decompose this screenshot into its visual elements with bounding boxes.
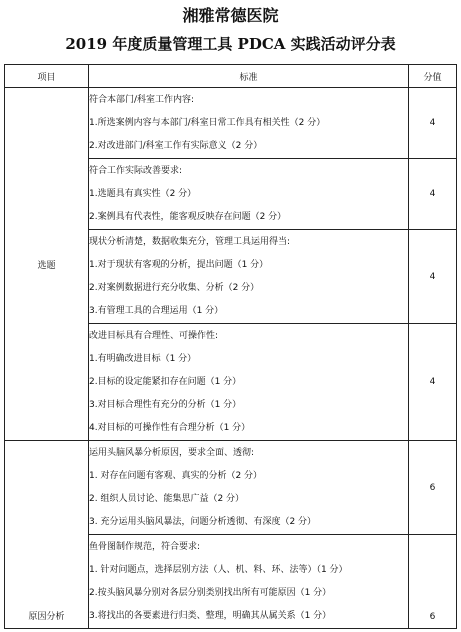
criteria-line: 1. 针对问题点，选择层别方法（人、机、料、环、法等）（1 分） [89, 565, 348, 575]
column-header-criteria: 标准 [89, 65, 409, 88]
criteria-line: 1.有明确改进目标（1 分） [89, 354, 197, 364]
table-header-row [5, 65, 457, 88]
criteria-cell [89, 441, 409, 535]
criteria-heading: 运用头脑风暴分析原因，要求全面、透彻: [89, 448, 255, 458]
criteria-heading: 改进目标具有合理性、可操作性: [89, 331, 219, 341]
score-table [4, 64, 457, 629]
criteria-line: 3.对目标合理性有充分的分析（1 分） [89, 400, 242, 410]
score-cell: 4 [409, 88, 457, 159]
criteria-line: 1.对于现状有客观的分析，提出问题（1 分） [89, 260, 269, 270]
criteria-cell [89, 88, 409, 159]
criteria-cell [89, 230, 409, 324]
criteria-line: 2. 组织人员讨论、能集思广益（2 分） [89, 494, 245, 504]
criteria-line: 1.所选案例内容与本部门/科室日常工作具有相关性（2 分） [89, 118, 326, 128]
criteria-line: 2.目标的设定能紧扣存在问题（1 分） [89, 377, 242, 387]
document-title: 2019 年度质量管理工具 PDCA 实践活动评分表 [65, 35, 396, 53]
hospital-name: 湘雅常德医院 [182, 6, 279, 25]
score-cell: 4 [409, 159, 457, 230]
criteria-line: 3.将找出的各要素进行归类、整理，明确其从属关系（1 分） [89, 611, 332, 621]
score-cell: 4 [409, 230, 457, 324]
score-cell: 4 [409, 324, 457, 441]
column-header-item: 项目 [5, 65, 89, 88]
criteria-heading: 现状分析清楚，数据收集充分，管理工具运用得当: [89, 237, 291, 247]
table-row [5, 88, 457, 159]
criteria-cell [89, 159, 409, 230]
criteria-line: 3.有管理工具的合理运用（1 分） [89, 306, 224, 316]
criteria-heading: 符合本部门/科室工作内容: [89, 95, 195, 105]
item-cell: 原因分析 [5, 441, 89, 629]
criteria-cell [89, 324, 409, 441]
criteria-line: 1. 对存在问题有客观、真实的分析（2 分） [89, 471, 263, 481]
column-header-score: 分值 [409, 65, 457, 88]
score-cell: 6 [409, 441, 457, 535]
criteria-heading: 鱼骨图制作规范，符合要求: [89, 542, 201, 552]
table-row [5, 441, 457, 535]
criteria-line: 1.选题具有真实性（2 分） [89, 189, 197, 199]
criteria-line: 2.按头脑风暴分别对各层分别类别找出所有可能原因（1 分） [89, 588, 332, 598]
item-cell: 选题 [5, 88, 89, 441]
criteria-line: 4.对目标的可操作性有合理分析（1 分） [89, 423, 251, 433]
criteria-line: 3. 充分运用头脑风暴法，问题分析透彻、有深度（2 分） [89, 517, 317, 527]
criteria-line: 2.对案例数据进行充分收集、分析（2 分） [89, 283, 260, 293]
criteria-line: 2.对改进部门/科室工作有实际意义（2 分） [89, 141, 263, 151]
score-cell: 6 [409, 535, 457, 629]
criteria-line: 2.案例具有代表性，能客观反映存在问题（2 分） [89, 212, 287, 222]
criteria-cell [89, 535, 409, 629]
criteria-heading: 符合工作实际改善要求: [89, 166, 183, 176]
